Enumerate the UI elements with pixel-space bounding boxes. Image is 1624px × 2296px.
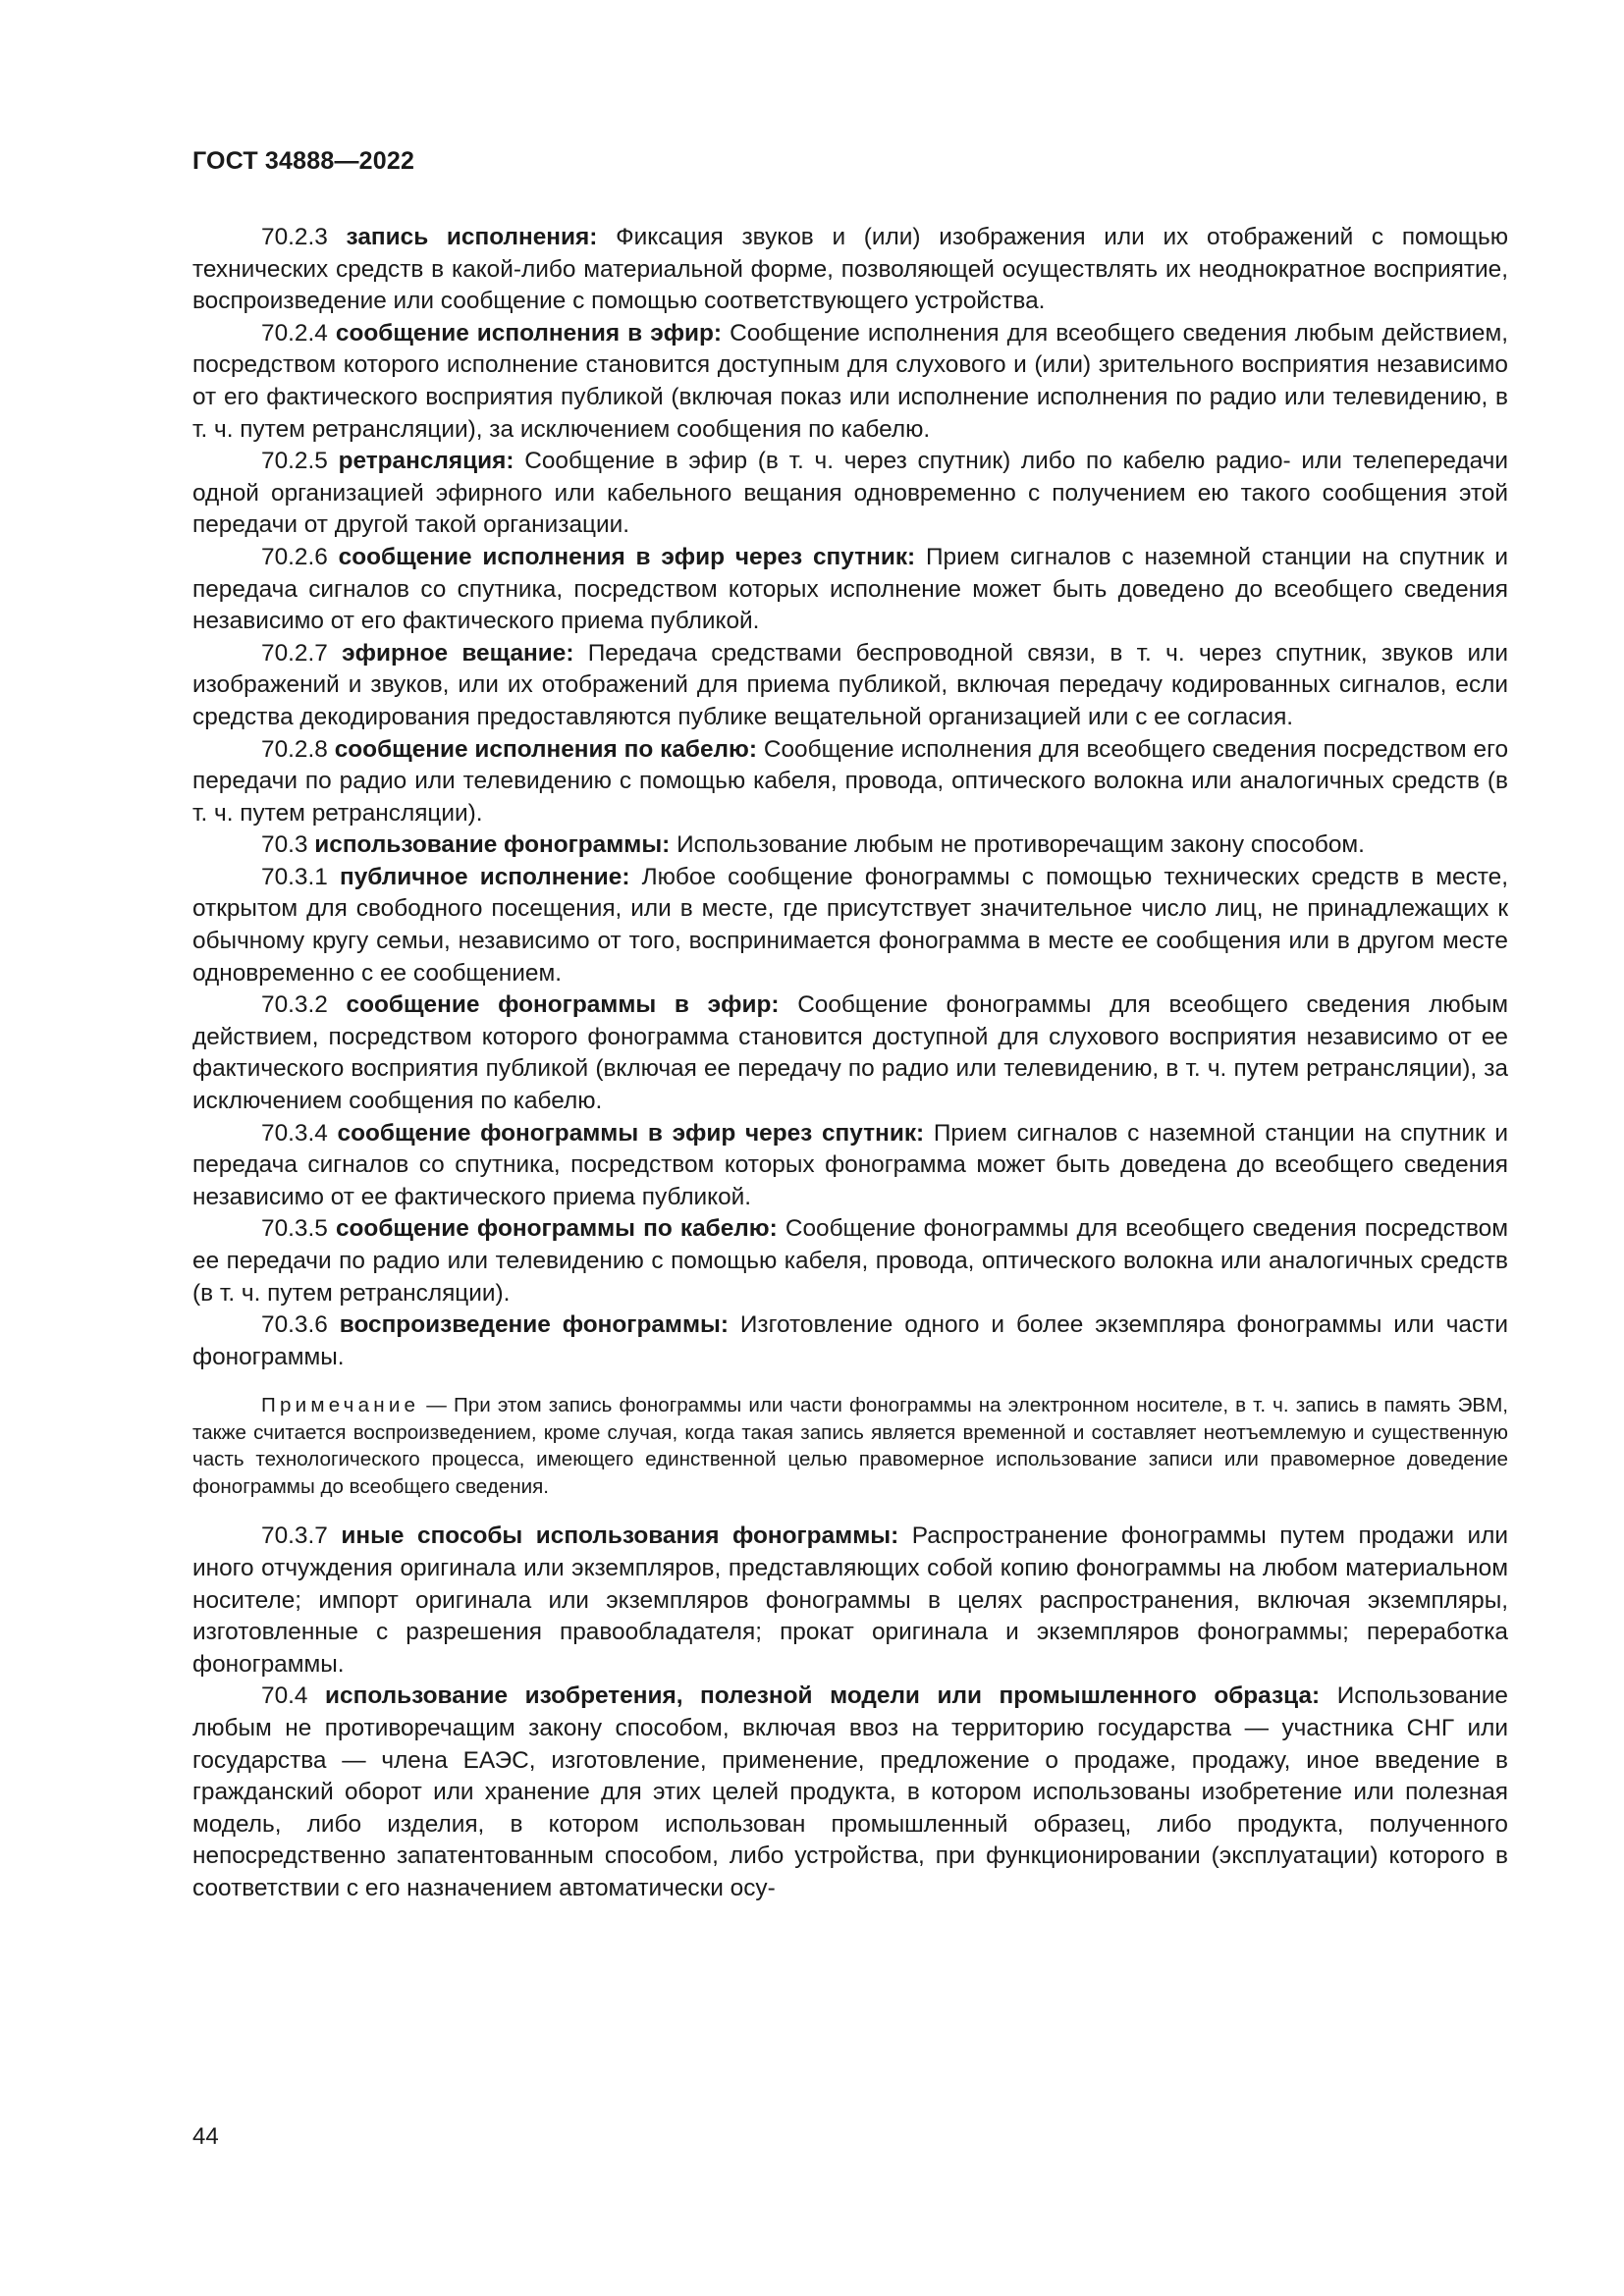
clause-number: 70.4 (261, 1682, 308, 1710)
definition-text: Распространение фонограммы путем продажи или иного отчуждения оригинала или экземпляров, представляющих собой копию фонограммы на любом материальном носителе; импорт оригинала или экземпляров фонограммы в целях распространения, включая экземпляры, изготовленные с разрешения правообладателя; прокат оригинала и экземпляров фонограммы; переработка фонограммы. (192, 1522, 1509, 1678)
definition-text: Изготовление одного и более экземпляра фонограммы или части фонограммы. (192, 1311, 1508, 1370)
clause-number: 70.2.3 (261, 224, 328, 250)
definition-text: Любое сообщение фонограммы с помощью технических средств в месте, открытом для свободного посещения, или в месте, где присутствует значительное число лиц, не принадлежащих к обычному кругу семьи, независимо от того, воспринимается фонограмма в месте ее сообщения или в другом месте одновременно с ее сообщением. (192, 863, 1509, 987)
definition-text: Сообщение фонограммы для всеобщего сведения любым действием, посредством которого фонограмма становится доступной для слухового восприятия независимо от ее фактического восприятия публикой (включая ее передачу по радио или телевидению, в т. ч. путем ретрансляции), за исключением сообщения по кабелю. (192, 991, 1508, 1115)
clause-number: 70.2.7 (261, 639, 328, 667)
clause-number: 70.3.7 (261, 1522, 328, 1550)
definition-text: Использование любым не противоречащим закону способом. (677, 831, 1365, 859)
paragraph-70-2-3 (192, 222, 1508, 318)
term-heading: публичное исполнение: (339, 863, 630, 890)
clause-number: 70.3.6 (261, 1311, 328, 1339)
term-heading: ретрансляция: (338, 448, 514, 475)
clause-number: 70.2.8 (261, 735, 328, 763)
clause-number: 70.3.4 (261, 1119, 328, 1147)
term-heading: сообщение фонограммы в эфир через спутник: (337, 1119, 925, 1147)
definition-text: Прием сигналов с наземной станции на спутник и передача сигналов со спутника, посредством которых фонограмма может быть доведена до всеобщего сведения независимо от ее фактического приема публикой. (192, 1119, 1508, 1210)
term-heading: сообщение фонограммы по кабелю: (335, 1215, 778, 1243)
paragraph-70-2-8 (192, 734, 1508, 830)
paragraph-70-3-1 (192, 862, 1508, 989)
paragraph-70-4 (192, 1681, 1508, 1904)
paragraph-70-3-5 (192, 1213, 1508, 1309)
definition-text: Использование любым не противоречащим закону способом, включая ввоз на территорию государства — участника СНГ или государства — члена ЕАЭС, изготовление, применение, предложение о продаже, продажу, иное введение в гражданский оборот или хранение для этих целей продукта, в котором использованы изобретение или полезная модель, либо изделия, в котором использован промышленный образец, либо продукта, полученного непосредственно запатентованным способом, либо устройства, при функционировании (эксплуатации) которого в соответствии с его назначением автоматически осу- (192, 1682, 1509, 1901)
paragraph-70-3-7 (192, 1521, 1508, 1681)
clause-number: 70.2.4 (261, 319, 328, 347)
definition-text: Фиксация звуков и (или) изображения или их отображений с помощью технических средств в какой-либо материальной форме, позволяющей осуществлять их неоднократное восприятие, воспроизведение или сообщение с помощью соответствующего устройства. (192, 224, 1509, 315)
term-heading: сообщение фонограммы в эфир: (346, 991, 780, 1019)
clause-number: 70.3.2 (261, 991, 328, 1019)
definition-text: Передача средствами беспроводной связи, в т. ч. через спутник, звуков или изображений и звуков, или их отображений для приема публикой, включая передачу кодированных сигналов, если средства декодирования предоставляются публике вещательной организацией или с ее согласия. (192, 639, 1508, 730)
clause-number: 70.3.1 (261, 863, 328, 890)
document-body (192, 222, 1508, 1905)
paragraph-70-3-6 (192, 1309, 1508, 1373)
note-block (192, 1392, 1508, 1500)
paragraph-70-3 (192, 829, 1508, 862)
term-heading: сообщение исполнения в эфир: (335, 319, 723, 347)
clause-number: 70.3 (261, 831, 308, 859)
page-number: 44 (192, 2123, 219, 2150)
clause-number: 70.2.5 (261, 448, 328, 475)
paragraph-70-3-2 (192, 989, 1508, 1117)
term-heading: сообщение исполнения по кабелю: (334, 735, 757, 763)
note-text: — При этом запись фонограммы или части фонограммы на электронном носителе, в т. ч. запись в память ЭВМ, также считается воспроизведением, кроме случая, когда такая запись является временной и составляет неотъемлемую и существенную часть технологического процесса, имеющего единственной целью правомерное использование записи или правомерное доведение фонограммы до всеобщего сведения. (192, 1394, 1508, 1498)
document-header: ГОСТ 34888—2022 (192, 147, 415, 175)
clause-number: 70.2.6 (261, 543, 328, 570)
term-heading: сообщение исполнения в эфир через спутник: (338, 543, 916, 570)
note-label: Примечание (261, 1394, 420, 1417)
term-heading: использование фонограммы: (314, 831, 671, 859)
term-heading: воспроизведение фонограммы: (339, 1311, 729, 1339)
paragraph-70-2-5 (192, 446, 1508, 542)
paragraph-70-2-6 (192, 542, 1508, 638)
clause-number: 70.3.5 (261, 1215, 328, 1243)
term-heading: использование изобретения, полезной модели или промышленного образца: (325, 1682, 1321, 1710)
term-heading: иные способы использования фонограммы: (341, 1522, 899, 1550)
definition-text: Сообщение исполнения для всеобщего сведения любым действием, посредством которого исполнение становится доступным для слухового и (или) зрительного восприятия независимо от его фактического восприятия публикой (включая показ или исполнение исполнения по радио или телевидению, в т. ч. путем ретрансляции), за исключением сообщения по кабелю. (192, 319, 1508, 443)
definition-text: Сообщение исполнения для всеобщего сведения посредством его передачи по радио или телевидению с помощью кабеля, провода, оптического волокна или аналогичных средств (в т. ч. путем ретрансляции). (192, 735, 1509, 827)
term-heading: запись исполнения: (346, 224, 598, 250)
definition-text: Прием сигналов с наземной станции на спутник и передача сигналов со спутника, посредством которых исполнение может быть доведено до всеобщего сведения независимо от его фактического приема публикой. (192, 543, 1508, 635)
definition-text: Сообщение в эфир (в т. ч. через спутник) либо по кабелю радио- или телепередачи одной организацией эфирного или кабельного вещания одновременно с получением ею такого сообщения этой передачи от другой такой организации. (192, 448, 1508, 539)
paragraph-70-2-7 (192, 638, 1508, 734)
term-heading: эфирное вещание: (342, 639, 574, 667)
paragraph-70-2-4 (192, 318, 1508, 446)
paragraph-70-3-4 (192, 1118, 1508, 1214)
definition-text: Сообщение фонограммы для всеобщего сведения посредством ее передачи по радио или телевидению с помощью кабеля, провода, оптического волокна или аналогичных средств (в т. ч. путем ретрансляции). (192, 1215, 1509, 1307)
